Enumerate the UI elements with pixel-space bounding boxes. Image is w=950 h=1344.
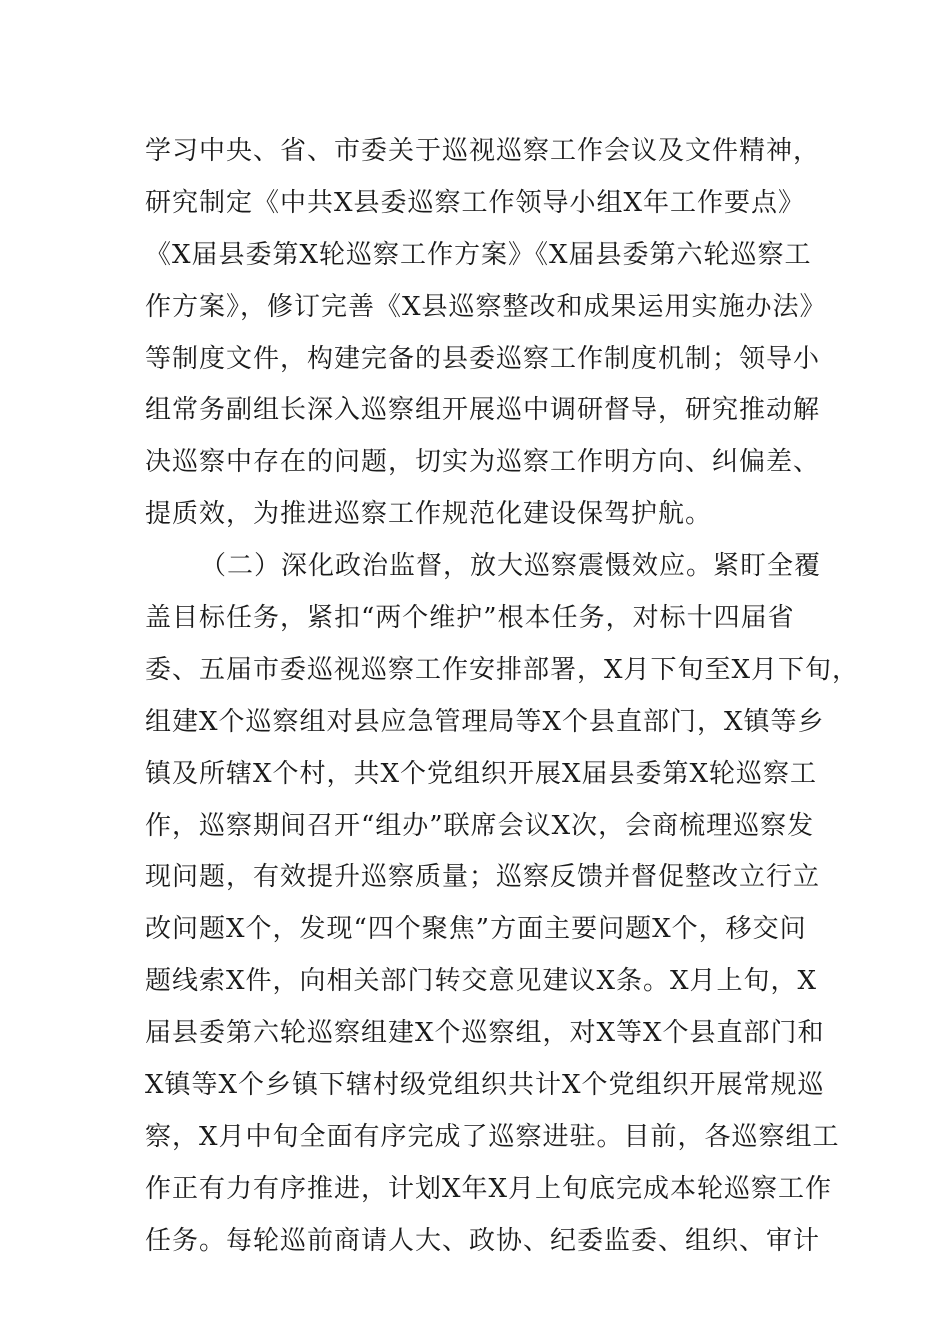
text-line: 题线索X件，向相关部门转交意见建议X条。X月上旬，X: [145, 966, 818, 997]
text-line: X镇等X个乡镇下辖村级党组织共计X个党组织开展常规巡: [145, 1070, 825, 1101]
text-line: 盖目标任务，紧扣“两个维护”根本任务，对标十四届省: [145, 603, 795, 634]
text-line: 委、五届市委巡视巡察工作安排部署，X月下旬至X月下旬，: [145, 654, 860, 685]
text-line: 察，X月中旬全面有序完成了巡察进驻。目前，各巡察组工: [145, 1121, 840, 1152]
text-line: 组常务副组长深入巡察组开展巡中调研督导，研究推动解: [145, 395, 821, 426]
text-line: 镇及所辖X个村，共X个党组织开展X届县委第X轮巡察工: [145, 758, 818, 789]
text-line: 决巡察中存在的问题，切实为巡察工作明方向、纠偏差、: [145, 447, 821, 478]
text-line: 研究制定《中共X县委巡察工作领导小组X年工作要点》: [145, 187, 806, 218]
body-text: [145, 126, 860, 1268]
text-line: 届县委第六轮巡察组建X个巡察组，对X等X个县直部门和: [145, 1018, 825, 1049]
text-line: 作，巡察期间召开“组办”联席会议X次，会商梳理巡察发: [145, 810, 815, 841]
text-line: 作正有力有序推进，计划X年X月上旬底完成本轮巡察工作: [145, 1173, 833, 1204]
text-line: 提质效，为推进巡察工作规范化建设保驾护航。: [145, 499, 713, 530]
text-line: 《X届县委第X轮巡察工作方案》《X届县委第六轮巡察工: [145, 239, 812, 270]
section-heading-line: （二）深化政治监督，放大巡察震慑效应。紧盯全覆: [200, 551, 822, 582]
text-line: 学习中央、省、市委关于巡视巡察工作会议及文件精神，: [145, 136, 821, 166]
text-line: 作方案》，修订完善《X县巡察整改和成果运用实施办法》: [145, 291, 827, 322]
text-line: 改问题X个，发现“四个聚焦”方面主要问题X个，移交问: [145, 914, 807, 945]
text-line: 组建X个巡察组对县应急管理局等X个县直部门，X镇等乡: [145, 706, 825, 737]
text-line: 等制度文件，构建完备的县委巡察工作制度机制；领导小: [145, 343, 821, 374]
text-line: 任务。每轮巡前商请人大、政协、纪委监委、组织、审计: [145, 1225, 821, 1256]
text-line: 现问题，有效提升巡察质量；巡察反馈并督促整改立行立: [145, 862, 821, 893]
